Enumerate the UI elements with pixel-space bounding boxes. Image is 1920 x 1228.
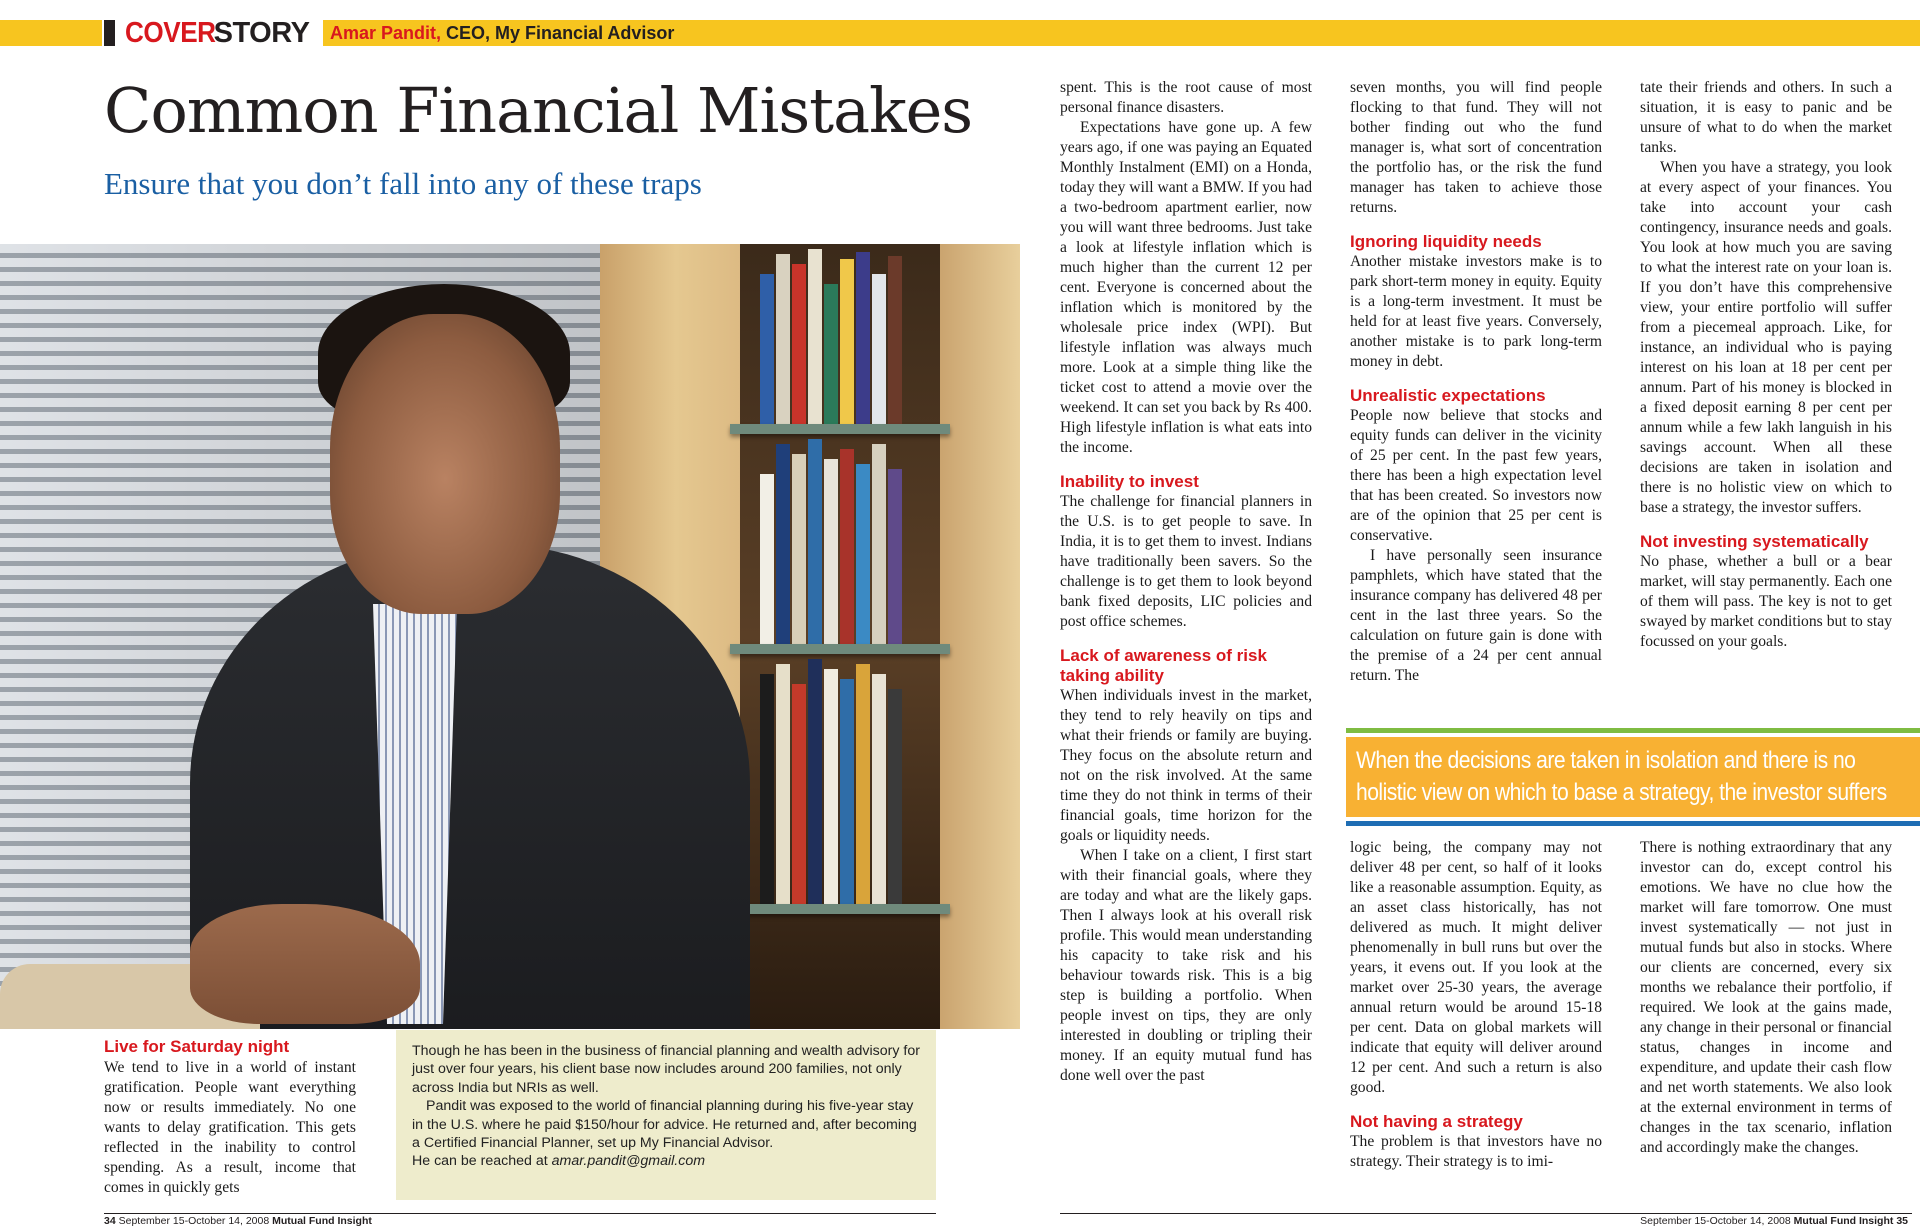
paragraph: People now believe that stocks and equity funds can deliver in the vicinity of 25 per cent. In the past few years, there has been a high expectation level that has been created. So investors now are of the opinion that 25 per cent is conservative.: [1350, 407, 1602, 544]
paragraph: When you have a strategy, you look at every aspect of your finances. You take into account your cash contingency, insurance needs and goals. You look at how much you are saving to what the interest rate on your loan is. If you don’t have this comprehensive view, your entire portfolio will suffer from a piecemeal approach. Like, for instance, an individual who is paying interest on his loan at 18 per cent per annum. Part of his money is blocked in a fixed deposit earning 8 per cent per annum while a few lakh languish in his savings account. When all these decisions are taken in isolation and there is no holistic view on which to base a strategy, the investor suffers.: [1640, 159, 1892, 516]
shelf-3: [730, 904, 950, 914]
bio-contact: [412, 1152, 920, 1170]
page-number-left: 34: [104, 1215, 116, 1227]
author-email[interactable]: amar.pandit@gmail.com: [551, 1153, 706, 1170]
paragraph: The problem is that investors have no strategy. Their strategy is to imi-: [1350, 1133, 1602, 1170]
paragraph: When I take on a client, I first start with their financial goals, where they are today and what are the likely gaps. Then I always look at his overall risk profile. This would mean understanding his capacity to take risk and his behaviour towards risk. This is a big step is building a portfolio. When people invest on tips, they are only interested in doubling or tripling their money. If an equity mutual fund has done well over the past: [1060, 847, 1312, 1084]
person-face: [330, 314, 560, 614]
books-top: [760, 244, 930, 424]
paragraph: logic being, the company may not deliver 48 per cent, so half of it looks like a reasonable assumption. Equity, as an asset class historically, has not delivered as much. It might deliver phenomenally in bull runs but over the years, it evens out. If you look at the market over 25-30 years, the average annual return would be around 15-18 per cent. Data on global markets will indicate that equity will deliver around 12 per cent. And such a return is also good.: [1350, 839, 1602, 1096]
pull-quote-text: When the decisions are taken in isolation and there is no holistic view on which to base a strategy, the investor suffers: [1356, 747, 1887, 806]
publication-name-right: Mutual Fund Insight: [1793, 1215, 1894, 1227]
bio-paragraph-2: Pandit was exposed to the world of financial planning during his five-year stay in the U.S. where he paid $150/hour for advice. He returned and, after becoming a Certified Financial Planner, set up My Financial Advisor.: [412, 1098, 917, 1152]
publication-name-left: Mutual Fund Insight: [272, 1215, 372, 1227]
section-label-story: STORY: [213, 17, 310, 49]
section-label-cover: COVER: [125, 17, 216, 49]
author-name: Amar Pandit,: [330, 23, 442, 43]
person-hands: [190, 904, 420, 1024]
page-number-right: 35: [1896, 1215, 1908, 1227]
paragraph: I have personally seen insurance pamphlets, which have stated that the insurance company has delivered 48 per cent in the last three years. So the calculation on future gain is done with the premise of a 24 per cent annual return. The: [1350, 547, 1602, 684]
column-3-lower: [1640, 838, 1892, 1158]
books-bottom: [760, 654, 930, 904]
paragraph: There is nothing extraordinary that any investor can do, except control his emotions. We have no clue how the market will fare tomorrow. One must invest systematically — not just in mutual funds but also in stocks. Where our clients are concerned, every six months we rebalance their portfolio, if required. We look at the gains made, any change in their personal or financial status, changes in income and expenditure, and update their cash flow and net worth statements. We also look at the external environment in terms of changes in the tax scenario, inflation and accordingly make the changes.: [1640, 839, 1892, 1156]
column-1: [1060, 78, 1312, 1086]
subheading-inability-to-invest: Inability to invest: [1060, 472, 1199, 491]
paragraph: Another mistake investors make is to park short-term money in equity. Equity is a long-term investment. It must be held for at least five years. Conversely, another mistake is to park long-term money in debt.: [1350, 253, 1602, 370]
right-footer: [1640, 1215, 1908, 1227]
subheading-strategy: Not having a strategy: [1350, 1112, 1523, 1131]
subheading-expectations: Unrealistic expectations: [1350, 386, 1546, 405]
paragraph: tate their friends and others. In such a situation, it is easy to panic and be unsure of what to do when the market tanks.: [1640, 79, 1892, 156]
section-marker: [104, 20, 115, 46]
sidebar-paragraph: We tend to live in a world of instant gratification. People want everything now or results immediately. No one wants to delay gratification. This gets reflected in the inability to control spending. As a result, income that comes in quickly gets: [104, 1059, 356, 1196]
paragraph: Expectations have gone up. A few years ago, if one was paying an Equated Monthly Instalment (EMI) on a Honda, today they will want a BMW. If you had a two-bedroom apartment earlier, now you will want three bedrooms. Just take a look at lifestyle inflation which is much higher than the current 12 per cent. Everyone is concerned about the inflation which is monitored by the wholesale price index (WPI). But lifestyle inflation was always much more. Look at a simple thing like the ticket cost to attend a movie over the weekend. It can set you back by Rs 400. High lifestyle inflation is what eats into the income.: [1060, 119, 1312, 456]
footer-rule: [104, 1213, 936, 1214]
subheading-liquidity: Ignoring liquidity needs: [1350, 232, 1542, 251]
section-label: [102, 17, 323, 49]
pull-quote-top-rule: [1346, 728, 1920, 733]
left-footer: [104, 1215, 372, 1227]
sidebar-body: [104, 1058, 356, 1198]
column-2: [1350, 78, 1602, 686]
author-photo: [0, 244, 1020, 1029]
header-bar-right: [1040, 20, 1920, 46]
pull-quote-bottom-rule: [1346, 821, 1920, 826]
pull-quote-box: [1346, 737, 1920, 817]
paragraph: seven months, you will find people flocking to that fund. They will not bother finding out who the fund manager is, what sort of concentration the portfolio has, or the risk the fund manager has taken to achieve those returns.: [1350, 79, 1602, 216]
paragraph: When individuals invest in the market, they tend to rely heavily on tips and what their friends or family are buying. They focus on the absolute return and not on the risk involved. At the same time they do not think in terms of their financial goals, time horizon for the goals or liquidity needs.: [1060, 687, 1312, 844]
author-bio-box: [396, 1030, 936, 1200]
shelf-2: [730, 644, 950, 654]
subheading-systematic: Not investing systematically: [1640, 532, 1869, 551]
books-middle: [760, 434, 930, 644]
right-page: [1040, 0, 1920, 1228]
byline: [330, 20, 674, 46]
article-title: Common Financial Mistakes: [104, 74, 973, 147]
author-role: CEO, My Financial Advisor: [446, 23, 675, 43]
footer-rule-right: [1060, 1213, 1912, 1214]
column-3: [1640, 78, 1892, 652]
issue-date-right: September 15-October 14, 2008: [1640, 1215, 1791, 1227]
article-subtitle: Ensure that you don’t fall into any of these traps: [104, 166, 702, 201]
issue-date-left: September 15-October 14, 2008: [118, 1215, 270, 1227]
sidebar-heading: Live for Saturday night: [104, 1037, 290, 1056]
paragraph: spent. This is the root cause of most personal finance disasters.: [1060, 79, 1312, 116]
column-2-lower: [1350, 838, 1602, 1172]
shelf-1: [730, 424, 950, 434]
pull-quote: [1346, 728, 1920, 828]
bio-paragraph-1: Though he has been in the business of financial planning and wealth advisory for just over four years, his client base now includes around 200 families, not only across India but NRIs as well.: [412, 1043, 920, 1096]
paragraph: The challenge for financial planners in the U.S. is to get people to save. In India, it is to get them to invest. Indians have traditionally been savers. So the challenge is to get them to look beyond bank fixed deposits, LIC policies and post office schemes.: [1060, 493, 1312, 630]
paragraph: No phase, whether a bull or a bear market, will stay permanently. Each one of them will pass. The key is not to get swayed by market conditions but to stay focussed on your goals.: [1640, 553, 1892, 650]
bio-contact-prefix: He can be reached at: [412, 1153, 552, 1170]
subheading-risk-awareness: Lack of awareness of risk taking ability: [1060, 646, 1267, 685]
